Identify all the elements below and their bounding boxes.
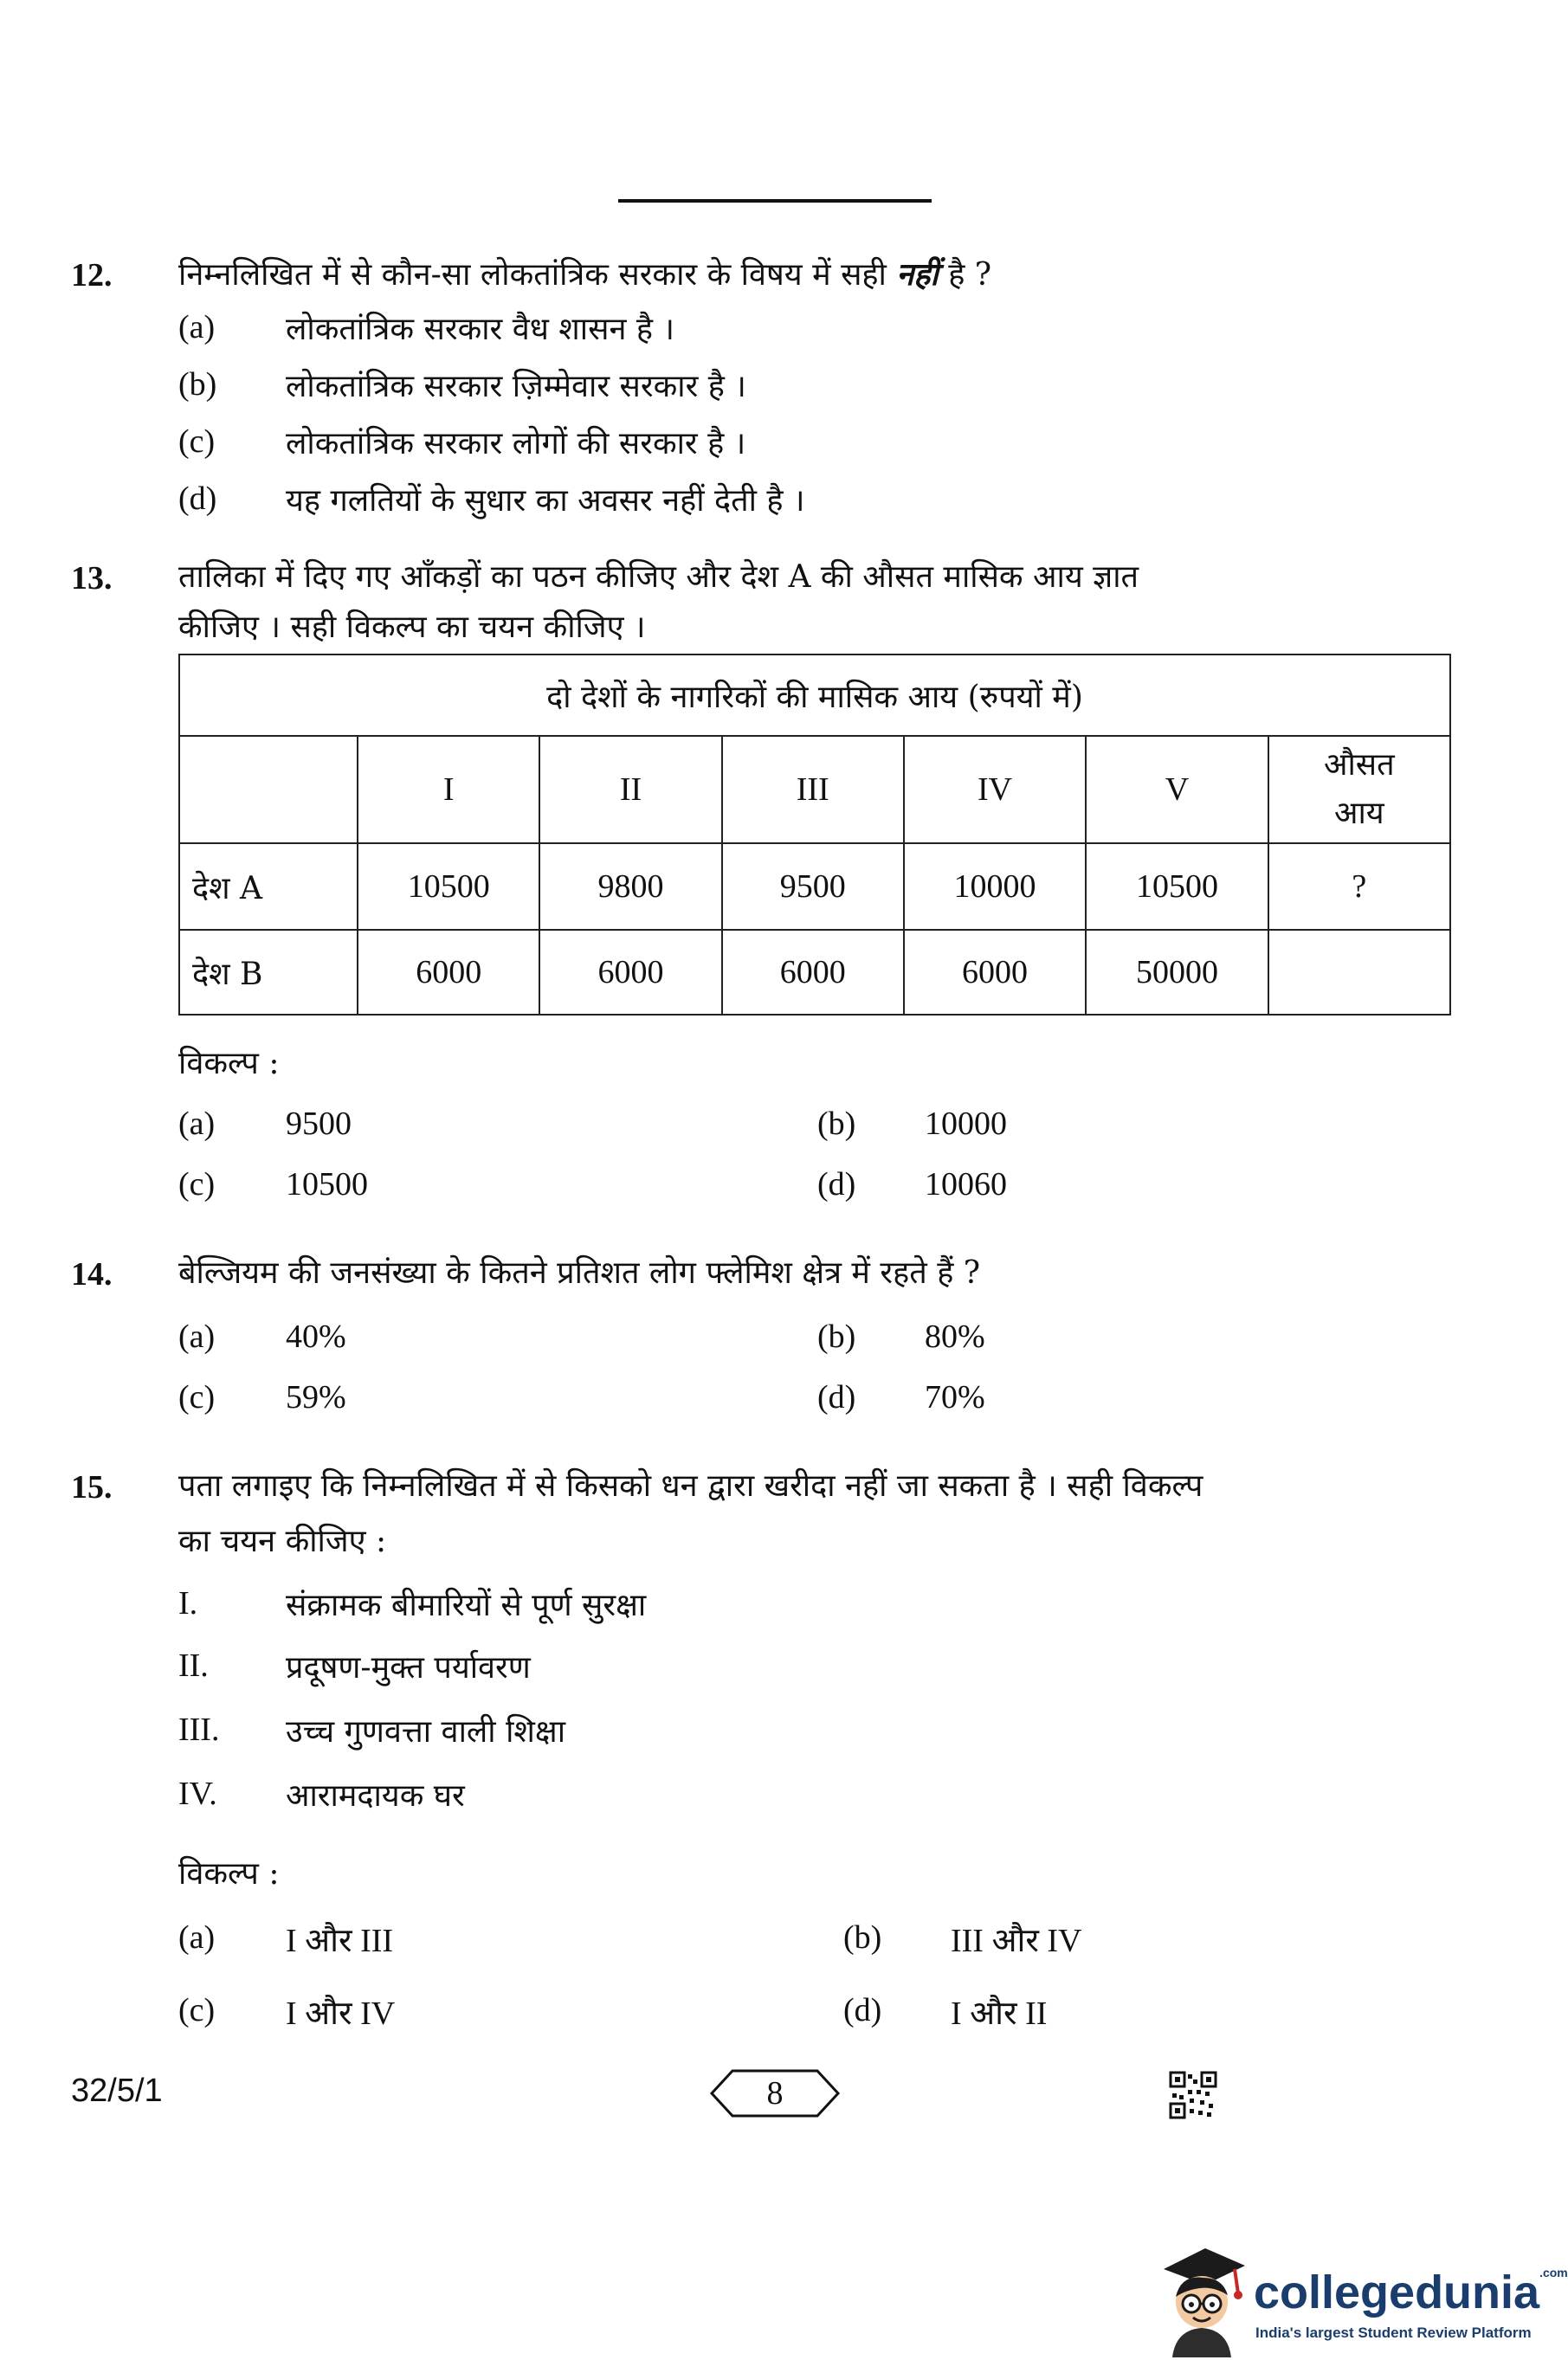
q12-text: [178, 249, 1399, 300]
table-header-col: V: [1086, 736, 1268, 843]
q14-option-d-text: 70%: [925, 1379, 985, 1415]
page-number: 8: [766, 2075, 784, 2112]
q15-option-a-text: I और III: [286, 1923, 394, 1959]
row-label: देश B: [179, 930, 358, 1015]
table-header-average: [1268, 736, 1450, 843]
table-cell: 9800: [539, 843, 721, 930]
q14-option-b-text: 80%: [925, 1319, 985, 1355]
q15-option-c-letter: (c): [178, 1992, 216, 2028]
q13-option-a-letter: (a): [178, 1106, 216, 1142]
q14-option-a-letter: (a): [178, 1319, 216, 1355]
q15-option-b-text: III और IV: [951, 1923, 1082, 1959]
q13-option-d-letter: (d): [817, 1166, 856, 1203]
table-cell: 10500: [1086, 843, 1268, 930]
q15-item-4-num: IV.: [178, 1776, 217, 1812]
q15-item-4-text: आरामदायक घर: [286, 1778, 465, 1814]
q14-option-c-letter: (c): [178, 1379, 216, 1415]
q13-option-b-letter: (b): [817, 1106, 856, 1142]
q15-item-2-num: II.: [178, 1647, 209, 1684]
collegedunia-logo: [1152, 2238, 1568, 2360]
q14-option-a-text: 40%: [286, 1319, 346, 1355]
table-cell: 10000: [904, 843, 1086, 930]
q13-text-line1: तालिका में दिए गए आँकड़ों का पठन कीजिए और देश A की औसत मासिक आय ज्ञात: [178, 559, 1139, 595]
table-cell: 6000: [904, 930, 1086, 1015]
table-cell: 9500: [722, 843, 904, 930]
q15-number: 15.: [71, 1469, 113, 1506]
table-caption: दो देशों के नागरिकों की मासिक आय (रुपयों में): [179, 654, 1450, 736]
q13-options-label: विकल्प :: [178, 1046, 280, 1081]
avg-header-line1: औसत: [1323, 747, 1395, 783]
q15-item-1-num: I.: [178, 1585, 198, 1622]
q15-option-b-letter: (b): [843, 1919, 882, 1956]
brand-suffix: .com: [1539, 2266, 1568, 2279]
table-row: [179, 930, 1450, 1015]
q13-option-b-text: 10000: [925, 1106, 1007, 1142]
q13-option-d-text: 10060: [925, 1166, 1007, 1203]
table-cell: 50000: [1086, 930, 1268, 1015]
avg-header-line2: आय: [1333, 796, 1384, 831]
q12-option-b-text: लोकतांत्रिक सरकार ज़िम्मेवार सरकार है ।: [286, 369, 746, 404]
q12-option-c-text: लोकतांत्रिक सरकार लोगों की सरकार है ।: [286, 426, 746, 461]
q12-number: 12.: [71, 257, 113, 293]
q14-text: बेल्जियम की जनसंख्या के कितने प्रतिशत लोग फ्लेमिश क्षेत्र में रहते हैं ?: [178, 1255, 981, 1291]
q15-option-d-letter: (d): [843, 1992, 882, 2028]
table-cell: ?: [1268, 843, 1450, 930]
row-label: देश A: [179, 843, 358, 930]
brand-name: collegedunia: [1254, 2267, 1540, 2318]
qr-code-icon: [1169, 2071, 1217, 2119]
table-cell: [1268, 930, 1450, 1015]
q15-option-d-text: I और II: [951, 1996, 1048, 2032]
table-header-col: II: [539, 736, 721, 843]
table-cell: 6000: [539, 930, 721, 1015]
table-header-col: III: [722, 736, 904, 843]
q15-item-1-text: संक्रामक बीमारियों से पूर्ण सुरक्षा: [286, 1588, 647, 1623]
q15-option-a-letter: (a): [178, 1919, 216, 1956]
q13-option-a-text: 9500: [286, 1106, 352, 1142]
table-cell: 6000: [722, 930, 904, 1015]
q15-text-line1: पता लगाइए कि निम्नलिखित में से किसको धन द्वारा खरीदा नहीं जा सकता है । सही विकल्प: [178, 1468, 1203, 1504]
q14-number: 14.: [71, 1256, 113, 1293]
q12-option-a-letter: (a): [178, 309, 216, 345]
paper-code: 32/5/1: [71, 2073, 163, 2109]
table-header-col: I: [358, 736, 539, 843]
q12-option-d-letter: (d): [178, 480, 217, 517]
q13-option-c-letter: (c): [178, 1166, 216, 1203]
table-row: [179, 843, 1450, 930]
q14-option-b-letter: (b): [817, 1319, 856, 1355]
table-cell: 6000: [358, 930, 539, 1015]
q12-text-pre: निम्नलिखित में से कौन-सा लोकतांत्रिक सरकार के विषय में सही: [178, 257, 887, 293]
q15-text-line2: का चयन कीजिए :: [178, 1524, 387, 1559]
page-number-badge: [710, 2069, 840, 2118]
q12-option-d-text: यह गलतियों के सुधार का अवसर नहीं देती है ।: [286, 483, 805, 519]
table-header-empty: [179, 736, 358, 843]
q12-option-a-text: लोकतांत्रिक सरकार वैध शासन है ।: [286, 312, 675, 347]
table-header-col: IV: [904, 736, 1086, 843]
income-table: [178, 654, 1451, 1016]
q12-text-post: है ?: [948, 257, 992, 293]
brand-tagline: India's largest Student Review Platform: [1255, 2325, 1532, 2341]
q12-text-emphasis: नहीं: [896, 256, 939, 293]
q14-option-c-text: 59%: [286, 1379, 346, 1415]
q13-text-line2: कीजिए । सही विकल्प का चयन कीजिए ।: [178, 609, 646, 645]
q12-option-b-letter: (b): [178, 366, 217, 403]
q13-number: 13.: [71, 560, 113, 596]
q15-item-2-text: प्रदूषण-मुक्त पर्यावरण: [286, 1650, 531, 1686]
q13-option-c-text: 10500: [286, 1166, 368, 1203]
top-divider: [618, 199, 932, 203]
mascot-icon: [1152, 2240, 1249, 2357]
q14-option-d-letter: (d): [817, 1379, 856, 1415]
q15-item-3-num: III.: [178, 1712, 220, 1748]
q15-item-3-text: उच्च गुणवत्ता वाली शिक्षा: [286, 1714, 566, 1750]
q15-options-label: विकल्प :: [178, 1856, 280, 1892]
q12-option-c-letter: (c): [178, 423, 216, 460]
table-cell: 10500: [358, 843, 539, 930]
q15-option-c-text: I और IV: [286, 1996, 396, 2032]
